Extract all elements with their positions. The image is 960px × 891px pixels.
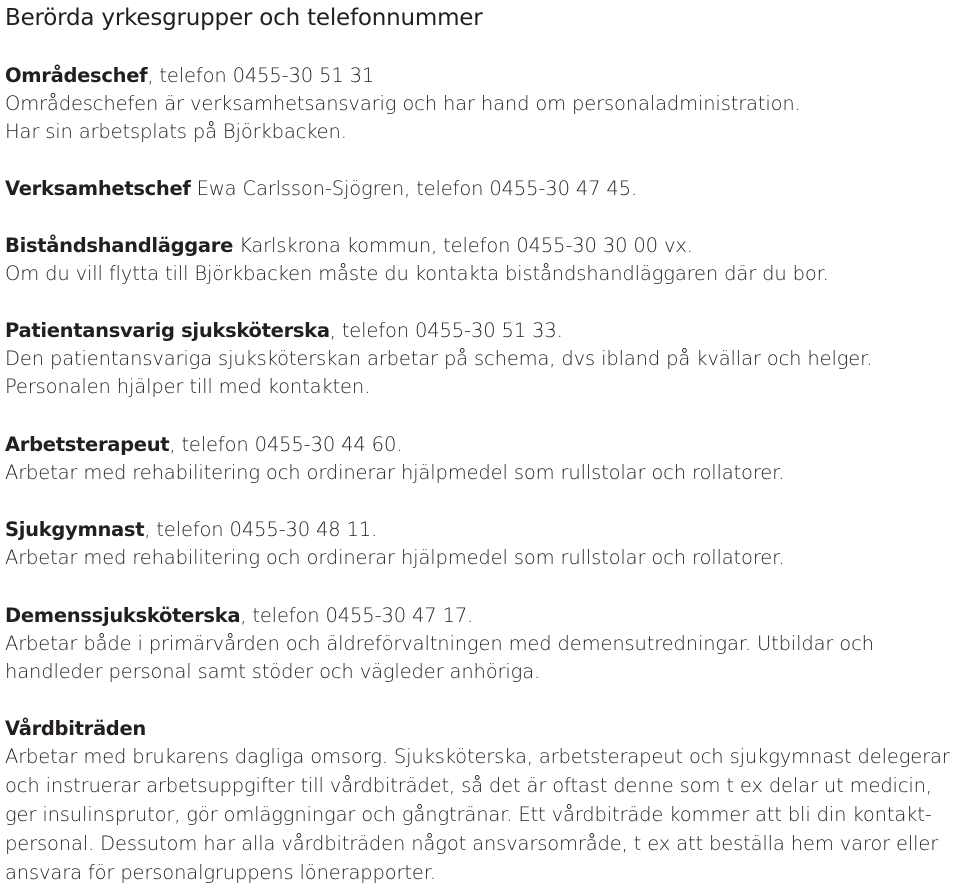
role-name: Sjukgymnast xyxy=(5,518,145,541)
text-line: personal. Dessutom har alla vårdbiträden något ansvarsområde, t ex att beställa hem varor eller xyxy=(5,832,939,855)
role-name: Biståndshandläggare xyxy=(5,234,234,257)
text-line: Arbetar med brukarens dagliga omsorg. Sjuksköterska, arbetsterapeut och sjukgymnast delegerar xyxy=(5,745,950,768)
role-contact: , telefon 0455-30 44 60. xyxy=(169,433,403,456)
text-line: ger insulinsprutor, gör omläggningar och gångtränar. Ett vårdbiträde kommer att bli din kontakt- xyxy=(5,803,932,826)
heading-sjukgymnast xyxy=(5,516,377,544)
role-name: Patientansvarig sjuksköterska xyxy=(5,319,330,342)
text-line: Arbetar med rehabilitering och ordinerar hjälpmedel som rullstolar och rollatorer. xyxy=(5,461,785,484)
role-contact: , telefon 0455-30 51 33. xyxy=(329,319,563,342)
heading-patientansvarig-sjukskoterska xyxy=(5,317,563,345)
text-line: Om du vill flytta till Björkbacken måste du kontakta biståndshandläggaren där du bor. xyxy=(5,262,829,285)
page-title: Berörda yrkesgrupper och telefonnummer xyxy=(5,5,483,31)
heading-vardbitraden xyxy=(5,715,146,743)
role-name: Arbetsterapeut xyxy=(5,433,170,456)
text-line: och instruerar arbetsuppgifter till vårdbiträdet, så det är oftast denne som t ex delar ut medicin, xyxy=(5,774,932,797)
role-name: Verksamhetschef xyxy=(5,177,191,200)
text-line: handleder personal samt stöder och vägleder anhöriga. xyxy=(5,660,541,683)
text-line: Har sin arbetsplats på Björkbacken. xyxy=(5,120,347,143)
role-name: Vårdbiträden xyxy=(5,717,146,740)
role-contact: , telefon 0455-30 47 17. xyxy=(240,604,474,627)
role-name: Områdeschef xyxy=(5,64,148,87)
role-contact: , telefon 0455-30 51 31 xyxy=(147,64,375,87)
role-contact: Karlskrona kommun, telefon 0455-30 30 00 vx. xyxy=(233,234,693,257)
text-line: Arbetar med rehabilitering och ordinerar hjälpmedel som rullstolar och rollatorer. xyxy=(5,546,785,569)
text-line: Områdeschefen är verksamhetsansvarig och har hand om personaladministration. xyxy=(5,92,801,115)
role-contact: , telefon 0455-30 48 11. xyxy=(144,518,378,541)
heading-demenssjukskoterska xyxy=(5,602,473,630)
text-line: Den patientansvariga sjuksköterskan arbetar på schema, dvs ibland på kvällar och helger. xyxy=(5,347,873,370)
role-name: Demenssjuksköterska xyxy=(5,604,241,627)
heading-omradeschef xyxy=(5,62,374,90)
text-line: Arbetar både i primärvården och äldreförvaltningen med demensutredningar. Utbildar och xyxy=(5,632,874,655)
role-contact: Ewa Carlsson-Sjögren, telefon 0455-30 47 45. xyxy=(190,177,637,200)
text-line: ansvara för personalgruppens lönerapporter. xyxy=(5,861,436,884)
heading-bistandshandlaggare xyxy=(5,232,693,260)
heading-verksamhetschef xyxy=(5,175,637,203)
text-line: Personalen hjälper till med kontakten. xyxy=(5,375,371,398)
heading-arbetsterapeut xyxy=(5,431,402,459)
